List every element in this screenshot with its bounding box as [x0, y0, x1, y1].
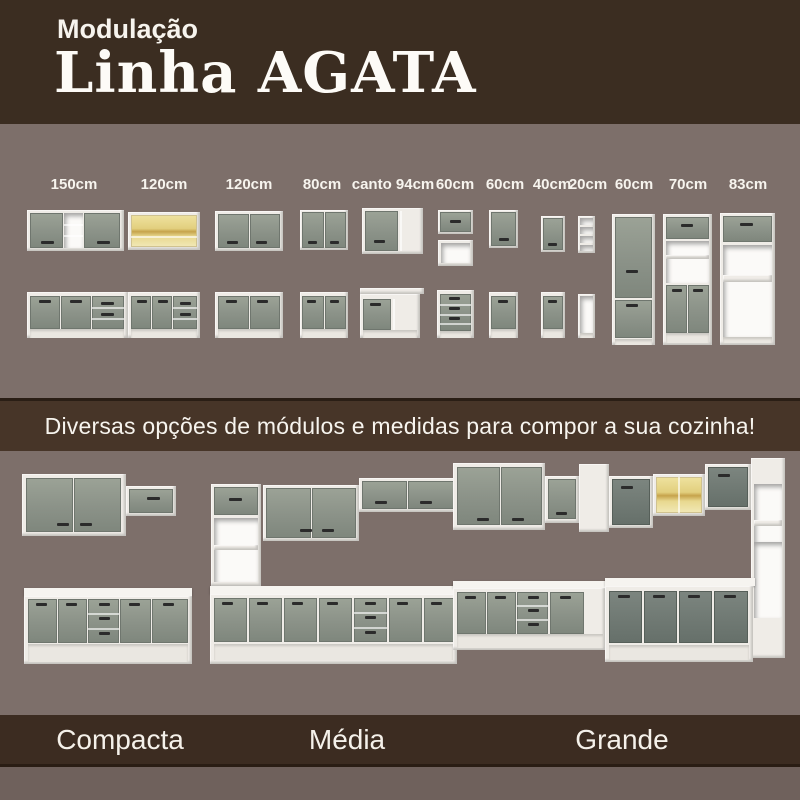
grande-kitchen-cabinet-door	[714, 591, 748, 643]
module-cabinet-handle	[330, 300, 339, 303]
grande-kitchen-cabinet-handle	[560, 596, 571, 599]
media-kitchen-panel-seam	[354, 612, 387, 614]
module-cabinet-plinth	[440, 331, 471, 338]
compacta-kitchen-cabinet-handle	[129, 603, 140, 606]
footer-strip	[0, 767, 800, 800]
media-kitchen-cabinet-door	[362, 481, 407, 509]
grande-kitchen-cabinet-handle	[528, 609, 539, 612]
media-kitchen-cabinet-door	[312, 488, 356, 538]
module-cabinet-plinth	[363, 330, 417, 338]
media-kitchen-cabinet-handle	[229, 498, 242, 501]
grande-kitchen-panel-seam	[678, 477, 680, 513]
module-open-shelf	[580, 236, 593, 243]
module-panel-seam	[440, 304, 471, 306]
media-kitchen-cabinet-carcass	[214, 545, 258, 550]
module-cabinet-handle	[370, 303, 381, 306]
media-kitchen-cabinet-handle	[327, 602, 338, 605]
grande-kitchen-cabinet-handle	[621, 486, 633, 489]
module-cabinet-handle	[498, 300, 508, 303]
compacta-kitchen-cabinet-plinth	[28, 644, 188, 662]
module-label: canto 94cm	[351, 176, 435, 193]
module-cabinet-plinth	[491, 329, 516, 338]
grande-kitchen-cabinet-handle	[718, 474, 730, 477]
module-cabinet-door	[666, 217, 709, 239]
grande-kitchen-cabinet-handle	[528, 596, 539, 599]
grande-kitchen-cabinet-handle	[477, 518, 489, 521]
grande-kitchen-open-shelf	[754, 542, 782, 618]
module-cabinet-plinth	[131, 329, 197, 338]
grande-kitchen-cabinet-door	[708, 467, 748, 507]
module-cabinet-door	[688, 285, 709, 333]
module-shelf-line	[64, 224, 83, 226]
module-cabinet-handle	[307, 300, 316, 303]
media-kitchen-cabinet-handle	[365, 631, 376, 634]
module-cabinet-handle	[256, 241, 267, 244]
module-cabinet-handle	[180, 313, 191, 316]
grande-kitchen-cabinet-handle	[688, 595, 700, 598]
module-cabinet-handle	[41, 241, 54, 244]
module-open-shelf	[580, 218, 593, 225]
media-kitchen-cabinet-handle	[365, 616, 376, 619]
module-cabinet-handle	[158, 300, 168, 303]
grande-kitchen-cabinet-carcass	[754, 520, 782, 526]
banner	[0, 398, 800, 451]
compacta-kitchen-cabinet-handle	[99, 632, 110, 635]
module-cabinet-handle	[450, 220, 461, 223]
grande-kitchen-cabinet-handle	[465, 596, 476, 599]
module-panel-seam	[131, 236, 197, 238]
kitchen-size-label-media: Média	[308, 724, 386, 755]
media-kitchen-cabinet-handle	[322, 529, 334, 532]
module-cabinet-plinth	[218, 329, 280, 338]
module-cabinet-handle	[681, 224, 693, 227]
module-cabinet-handle	[548, 300, 557, 303]
module-open-shelf	[64, 213, 83, 248]
module-cabinet-handle	[70, 300, 82, 303]
module-label: 120cm	[140, 176, 188, 193]
grande-kitchen-cabinet-plinth	[457, 634, 603, 648]
module-cabinet-carcass	[723, 275, 772, 282]
module-label: 60cm	[614, 176, 654, 193]
module-label: 60cm	[435, 176, 475, 193]
module-cabinet-handle	[137, 300, 147, 303]
grande-kitchen-cabinet-handle	[618, 595, 630, 598]
module-cabinet-handle	[257, 300, 268, 303]
module-cabinet-door	[666, 285, 687, 333]
module-panel-seam	[92, 318, 124, 320]
grande-kitchen-countertop	[453, 581, 605, 588]
module-open-shelf	[580, 245, 593, 251]
banner-text: Diversas opções de módulos e medidas para compor a sua cozinha!	[44, 412, 756, 439]
compacta-kitchen-cabinet-handle	[36, 603, 47, 606]
module-label: 120cm	[225, 176, 273, 193]
module-cabinet-plinth	[666, 333, 709, 343]
collection-title: Linha AGATA	[54, 40, 477, 106]
module-shelf-line	[64, 235, 83, 237]
module-cabinet-handle	[97, 241, 110, 244]
compacta-kitchen-cabinet-door	[129, 489, 173, 513]
media-kitchen-countertop	[210, 586, 457, 594]
module-label: 70cm	[668, 176, 708, 193]
header	[0, 0, 800, 124]
kitchen-layouts-section	[0, 448, 800, 715]
module-panel-seam	[393, 299, 395, 330]
module-cabinet-handle	[101, 302, 114, 305]
module-cabinet-door	[723, 216, 772, 242]
module-cabinet-plinth	[723, 337, 772, 343]
kitchen-size-band	[0, 715, 800, 767]
compacta-kitchen-cabinet-handle	[66, 603, 77, 606]
module-panel-seam	[173, 318, 197, 320]
grande-kitchen-cabinet-handle	[556, 512, 567, 515]
module-cabinet-plinth	[615, 339, 652, 345]
grande-kitchen-cabinet-handle	[653, 595, 665, 598]
grande-kitchen-cabinet-door	[501, 467, 542, 525]
module-cabinet-door	[365, 211, 398, 251]
module-cabinet-door	[615, 217, 652, 298]
module-panel-seam	[92, 307, 124, 309]
modules-section	[0, 124, 800, 398]
grande-kitchen-cabinet-door	[644, 591, 677, 643]
module-cabinet-plinth	[302, 329, 346, 338]
module-label: 60cm	[485, 176, 525, 193]
media-kitchen-cabinet-handle	[300, 529, 312, 532]
grande-kitchen-countertop	[605, 578, 755, 586]
module-cabinet-plinth	[543, 329, 563, 338]
grande-kitchen-panel-seam	[517, 619, 548, 621]
grande-kitchen-cabinet-door	[457, 467, 500, 525]
module-open-shelf	[580, 296, 593, 333]
compacta-kitchen-panel-seam	[88, 613, 119, 615]
module-cabinet-handle	[449, 297, 460, 300]
module-open-shelf	[580, 227, 593, 234]
module-open-shelf	[666, 241, 709, 283]
media-kitchen-cabinet-door	[214, 487, 258, 515]
module-cabinet-handle	[449, 307, 460, 310]
module-cabinet-handle	[548, 243, 557, 246]
module-panel-seam	[173, 307, 197, 309]
module-label: 40cm	[532, 176, 572, 193]
module-cabinet-handle	[226, 300, 237, 303]
module-cabinet-handle	[308, 241, 317, 244]
module-cabinet-handle	[227, 241, 238, 244]
module-cabinet-handle	[626, 270, 638, 273]
kitchen-size-label-grande: Grande	[575, 724, 669, 755]
compacta-kitchen-cabinet-handle	[99, 617, 110, 620]
module-cabinet-plinth	[30, 329, 124, 338]
grande-kitchen-cabinet-door	[609, 591, 642, 643]
module-label: 150cm	[50, 176, 98, 193]
module-cabinet-plinth	[580, 333, 593, 338]
module-cabinet-handle	[626, 304, 638, 307]
grande-kitchen-cabinet-door	[679, 591, 712, 643]
module-label: 83cm	[728, 176, 768, 193]
module-panel-seam	[440, 323, 471, 325]
grande-kitchen-cabinet-carcass	[579, 464, 609, 532]
compacta-kitchen-cabinet-handle	[163, 603, 174, 606]
media-kitchen-cabinet-handle	[397, 602, 408, 605]
module-cabinet-handle	[374, 240, 385, 243]
media-kitchen-open-shelf	[214, 518, 258, 582]
module-label: 20cm	[568, 176, 608, 193]
module-cabinet-handle	[180, 302, 191, 305]
compacta-kitchen-cabinet-handle	[80, 523, 92, 526]
grande-kitchen-cabinet-plinth	[609, 645, 749, 660]
module-open-shelf	[441, 243, 470, 263]
media-kitchen-cabinet-handle	[222, 602, 233, 605]
grande-kitchen-panel-seam	[517, 605, 548, 607]
module-label: 80cm	[302, 176, 342, 193]
grande-kitchen-cabinet-handle	[495, 596, 506, 599]
compacta-kitchen-panel-seam	[88, 628, 119, 630]
module-cabinet-handle	[693, 289, 703, 292]
media-kitchen-cabinet-door	[408, 481, 454, 509]
media-kitchen-cabinet-handle	[257, 602, 268, 605]
module-glass-door	[131, 215, 197, 247]
compacta-kitchen-cabinet-handle	[147, 497, 160, 500]
collection-subtitle: Modulação	[57, 14, 199, 44]
module-cabinet-handle	[101, 313, 114, 316]
compacta-kitchen-countertop	[24, 588, 192, 596]
media-kitchen-cabinet-plinth	[214, 644, 453, 660]
media-kitchen-cabinet-handle	[292, 602, 303, 605]
module-cabinet-handle	[740, 223, 753, 226]
compacta-kitchen-cabinet-handle	[99, 603, 110, 606]
grande-kitchen-cabinet-handle	[528, 623, 539, 626]
media-kitchen-cabinet-handle	[420, 501, 432, 504]
grande-kitchen-open-shelf	[754, 484, 782, 542]
module-cabinet-handle	[39, 300, 51, 303]
media-kitchen-cabinet-handle	[375, 501, 387, 504]
media-kitchen-panel-seam	[354, 627, 387, 629]
kitchen-size-label-compacta: Compacta	[56, 724, 184, 755]
module-cabinet-carcass	[666, 255, 709, 259]
module-cabinet-handle	[449, 317, 460, 320]
module-cabinet-handle	[499, 238, 509, 241]
module-panel-seam	[400, 211, 402, 251]
module-cabinet-handle	[672, 289, 682, 292]
compacta-kitchen-cabinet-handle	[57, 523, 69, 526]
grande-kitchen-cabinet-handle	[512, 518, 524, 521]
media-kitchen-cabinet-handle	[431, 602, 442, 605]
module-open-shelf	[723, 245, 772, 337]
media-kitchen-cabinet-handle	[365, 602, 376, 605]
module-panel-seam	[440, 314, 471, 316]
grande-kitchen-cabinet-handle	[724, 595, 736, 598]
module-cabinet-handle	[330, 241, 339, 244]
